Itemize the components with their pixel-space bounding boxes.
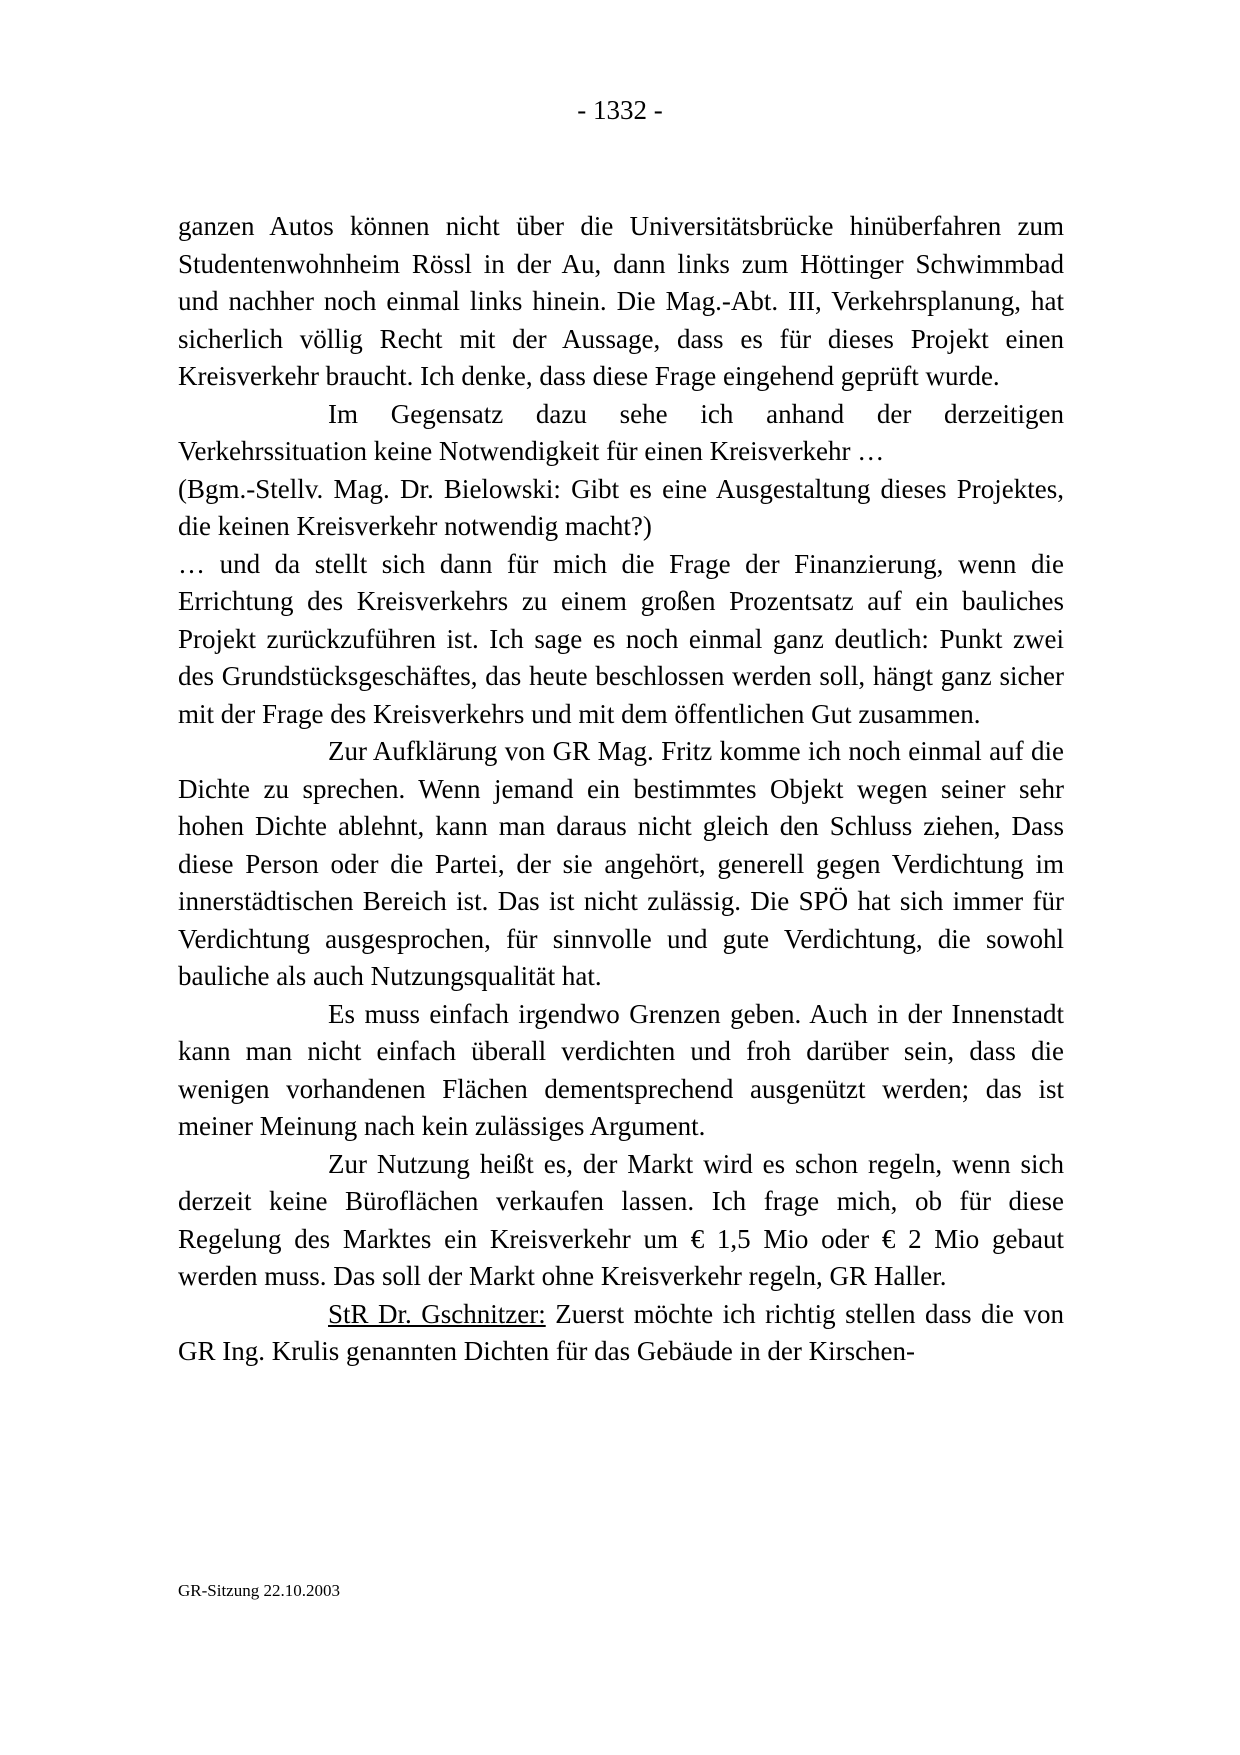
- paragraph: … und da stellt sich dann für mich die Frage der Finanzierung, wenn die Errichtung des Kreisverkehrs zu einem großen Prozentsatz auf ein bauliches Projekt zurückzuführen ist. Ich sage es noch einmal ganz deutlich: Punkt zwei des Grundstücksgeschäftes, das heute beschlossen werden soll, hängt ganz sicher mit der Frage des Kreisverkehrs und mit dem öffentlichen Gut zusammen.: [178, 548, 1064, 729]
- speaker-name: StR Dr. Gschnitzer:: [328, 1298, 546, 1329]
- paragraph: ganzen Autos können nicht über die Universitätsbrücke hinüberfahren zum Studentenwohnheim Rössl in der Au, dann links zum Höttinger Schwimmbad und nachher noch einmal links hinein. Die Mag.-Abt. III, Verkehrsplanung, hat sicherlich völlig Recht mit der Aussage, dass es für dieses Projekt einen Kreisverkehr braucht. Ich denke, dass diese Frage eingehend geprüft wurde.: [178, 211, 1064, 391]
- speaker-paragraph: [178, 1296, 1064, 1371]
- paragraph: Zur Nutzung heißt es, der Markt wird es schon regeln, wenn sich derzeit keine Büroflächen verkaufen lassen. Ich frage mich, ob für diese Regelung des Marktes ein Kreisverkehr um € 1,5 Mio oder € 2 Mio gebaut werden muss. Das soll der Markt ohne Kreisverkehr regeln, GR Haller.: [178, 1148, 1064, 1291]
- paragraph: Es muss einfach irgendwo Grenzen geben. Auch in der Innenstadt kann man nicht einfach überall verdichten und froh darüber sein, dass die wenigen vorhandenen Flächen dementsprechend ausgenützt werden; das ist meiner Meinung nach kein zulässiges Argument.: [178, 998, 1064, 1141]
- document-body: [178, 208, 1064, 1371]
- footer-session-date: GR-Sitzung 22.10.2003: [178, 1581, 340, 1600]
- paragraph: Zur Aufklärung von GR Mag. Fritz komme ich noch einmal auf die Dichte zu sprechen. Wenn jemand ein bestimmtes Objekt wegen seiner sehr hohen Dichte ablehnt, kann man daraus nicht gleich den Schluss ziehen, Dass diese Person oder die Partei, der sie angehört, generell gegen Verdichtung im innerstädtischen Bereich ist. Das ist nicht zulässig. Die SPÖ hat sich immer für Verdichtung ausgesprochen, für sinnvolle und gute Verdichtung, die sowohl bauliche als auch Nutzungsqualität hat.: [178, 736, 1064, 991]
- page-number: - 1332 -: [577, 95, 663, 125]
- paragraph: Im Gegensatz dazu sehe ich anhand der derzeitigen Verkehrssituation keine Notwendigkeit für einen Kreisverkehr …: [178, 398, 1064, 466]
- interjection: (Bgm.-Stellv. Mag. Dr. Bielowski: Gibt es eine Ausgestaltung dieses Projektes, die keinen Kreisverkehr notwendig macht?): [178, 473, 1064, 541]
- speaker-text: Zuerst möchte ich richtig stellen dass die von GR Ing. Krulis genannten Dichten für das Gebäude in der Kirschen-: [178, 1298, 1064, 1366]
